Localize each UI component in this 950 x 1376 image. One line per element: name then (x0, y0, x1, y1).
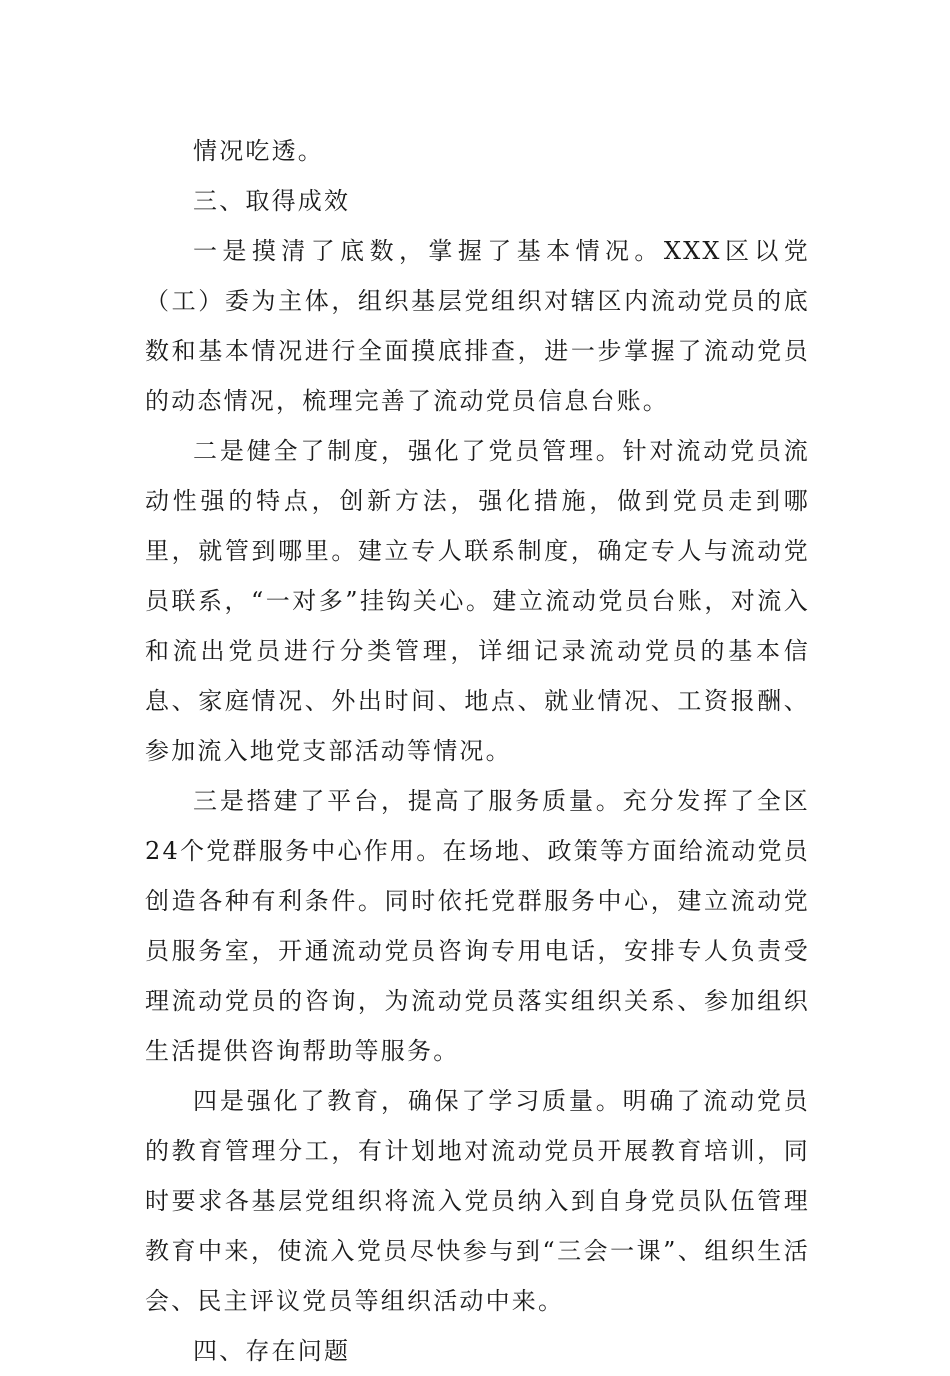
paragraph-education: 四是强化了教育，确保了学习质量。明确了流动党员的教育管理分工，有计划地对流动党员开展教育培训，同时要求各基层党组织将流入党员纳入到自身党员队伍管理教育中来，使流入党员尽快参与到“三会一课”、组织生活会、民主评议党员等组织活动中来。 (145, 1087, 810, 1315)
paragraph-service-platform: 三是搭建了平台，提高了服务质量。充分发挥了全区24个党群服务中心作用。在场地、政策等方面给流动党员创造各种有利条件。同时依托党群服务中心，建立流动党员服务室，开通流动党员咨询专用电话，安排专人负责受理流动党员的咨询，为流动党员落实组织关系、参加组织生活提供咨询帮助等服务。 (145, 787, 810, 1065)
section-heading-results: 三、取得成效 (193, 187, 351, 215)
section-heading-problems: 四、存在问题 (193, 1337, 351, 1365)
paragraph-baseline-survey: 一是摸清了底数，掌握了基本情况。XXX区以党（工）委为主体，组织基层党组织对辖区内流动党员的底数和基本情况进行全面摸底排查，进一步掌握了流动党员的动态情况，梳理完善了流动党员信息台账。 (145, 237, 810, 415)
paragraph-system-management: 二是健全了制度，强化了党员管理。针对流动党员流动性强的特点，创新方法，强化措施，做到党员走到哪里，就管到哪里。建立专人联系制度，确定专人与流动党员联系，“一对多”挂钩关心。建立流动党员台账，对流入和流出党员进行分类管理，详细记录流动党员的基本信息、家庭情况、外出时间、地点、就业情况、工资报酬、参加流入地党支部活动等情况。 (145, 437, 810, 765)
paragraph-continuation: 情况吃透。 (193, 137, 324, 165)
document-body (145, 126, 810, 1376)
